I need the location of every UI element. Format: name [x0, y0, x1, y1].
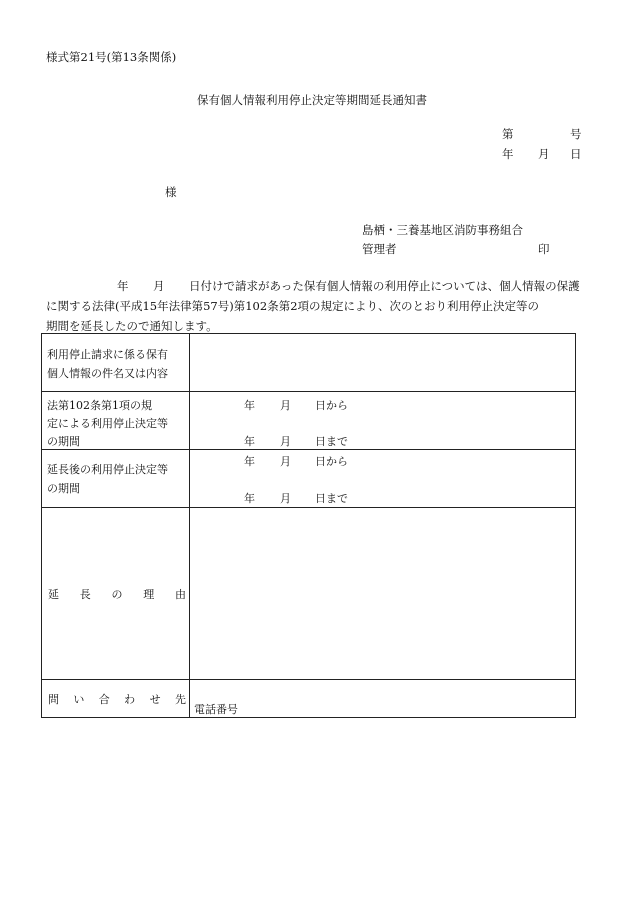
extended-period-label-line-1: 延長後の利用停止決定等 — [47, 463, 168, 476]
body-line-1: 日付けで請求があった保有個人情報の利用停止については、個人情報の保護 — [189, 279, 580, 293]
table-row-reason — [42, 508, 576, 680]
seal-mark: 印 — [538, 242, 550, 256]
extended-to-year: 年 — [244, 492, 255, 505]
sender-org: 島栖・三養基地区消防事務組合 — [362, 223, 523, 237]
reason-value-cell — [190, 508, 576, 680]
reason-label-cell — [42, 508, 190, 680]
subject-label-line-1: 利用停止請求に係る保有 — [47, 348, 168, 361]
table-row-extended-period — [42, 450, 576, 508]
reason-label-char: 長 — [79, 588, 91, 601]
details-table — [41, 333, 576, 718]
original-period-label-line-3: の期間 — [47, 435, 80, 448]
extended-to-month: 月 — [280, 492, 291, 505]
extended-from-year: 年 — [244, 455, 255, 468]
original-from-day: 日から — [315, 399, 348, 412]
doc-number-suffix: 号 — [570, 127, 582, 141]
contact-value-cell — [190, 680, 576, 718]
subject-label-cell — [42, 334, 190, 392]
contact-label-cell — [42, 680, 190, 718]
contact-label — [48, 691, 186, 707]
original-period-value-cell — [190, 392, 576, 450]
original-from-year: 年 — [244, 399, 255, 412]
extended-from-month: 月 — [280, 455, 291, 468]
reason-label — [48, 586, 186, 602]
body-month: 月 — [153, 279, 165, 293]
original-to-month: 月 — [280, 435, 291, 448]
doc-number-prefix: 第 — [502, 127, 514, 141]
date-year-label: 年 — [502, 147, 514, 161]
contact-label-char: 問 — [48, 693, 59, 706]
sender-title: 管理者 — [362, 242, 397, 256]
original-from-month: 月 — [280, 399, 291, 412]
date-day-label: 日 — [570, 147, 582, 161]
body-line-3: 期間を延長したので通知します。 — [46, 319, 218, 333]
reason-label-char: 延 — [48, 588, 59, 601]
subject-label-line-2: 個人情報の件名又は内容 — [47, 367, 168, 380]
document-title: 保有個人情報利用停止決定等期間延長通知書 — [197, 93, 427, 107]
subject-value-cell — [190, 334, 576, 392]
body-line-2: に関する法律(平成15年法律第57号)第102条第2項の規定により、次のとおり利用停止決定等の — [46, 299, 540, 313]
date-month-label: 月 — [538, 147, 550, 161]
original-period-label-cell — [42, 392, 190, 450]
contact-label-char: 合 — [98, 693, 110, 706]
original-to-year: 年 — [244, 435, 255, 448]
extended-period-label-line-2: の期間 — [47, 482, 80, 495]
reason-label-char: の — [111, 588, 123, 601]
form-number: 様式第21号(第13条関係) — [46, 50, 177, 64]
phone-number-label: 電話番号 — [194, 703, 238, 716]
body-year: 年 — [117, 279, 129, 293]
original-period-label-line-2: 定による利用停止決定等 — [47, 417, 168, 430]
table-row-original-period — [42, 392, 576, 450]
contact-label-char: い — [73, 693, 85, 706]
extended-period-label-cell — [42, 450, 190, 508]
extended-from-day: 日から — [315, 455, 348, 468]
reason-label-char: 理 — [143, 588, 155, 601]
contact-label-char: わ — [124, 693, 136, 706]
extended-to-day: 日まで — [315, 492, 348, 505]
reason-label-char: 由 — [175, 588, 186, 601]
table-row-subject — [42, 334, 576, 392]
original-to-day: 日まで — [315, 435, 348, 448]
extended-period-value-cell — [190, 450, 576, 508]
contact-label-char: 先 — [174, 693, 186, 706]
original-period-label-line-1: 法第102条第1項の規 — [47, 399, 152, 412]
contact-label-char: せ — [149, 693, 161, 706]
addressee-suffix: 様 — [165, 185, 177, 199]
table-row-contact — [42, 680, 576, 718]
